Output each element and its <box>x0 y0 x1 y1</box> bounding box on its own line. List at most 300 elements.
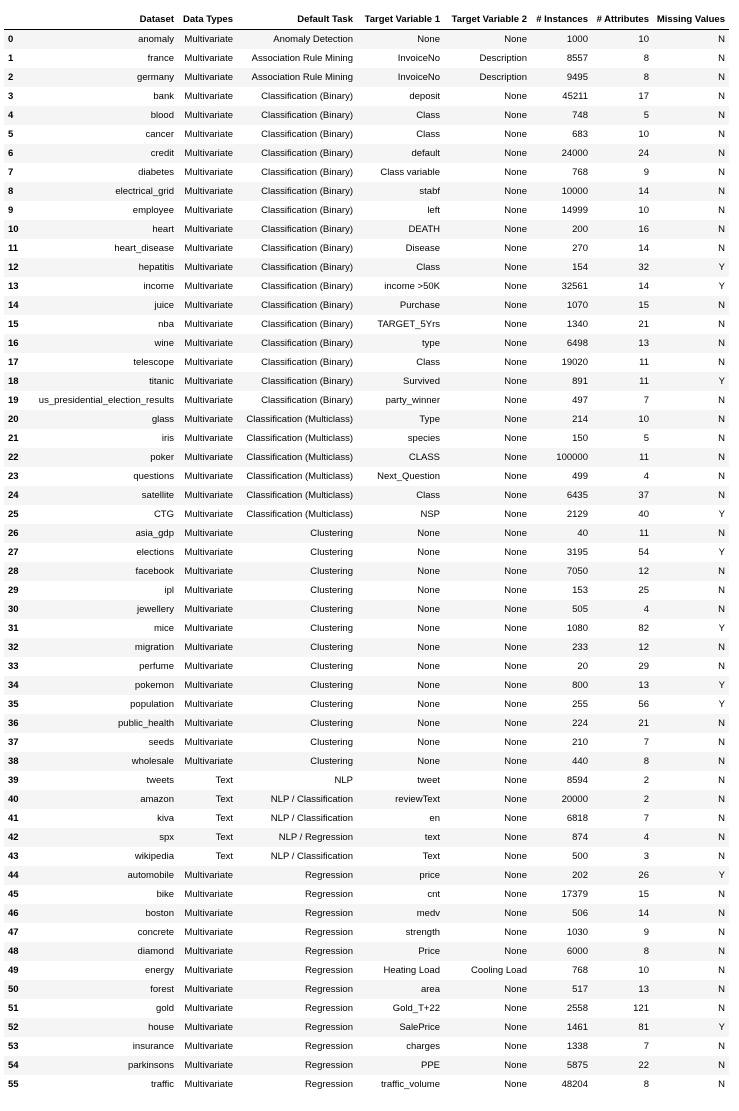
dataset-cell: wholesale <box>131 755 174 767</box>
dataset-cell: nba <box>158 318 174 330</box>
missing-values-cell: N <box>718 812 725 824</box>
column-header-instances: # Instances <box>531 10 592 30</box>
data-type-cell: Multivariate <box>184 489 233 501</box>
missing-values-cell: N <box>718 641 725 653</box>
instances-cell: 3195 <box>566 546 588 558</box>
attributes-cell: 11 <box>639 356 649 368</box>
target-variable-1-cell: party_winner <box>385 394 440 406</box>
target-variable-1-cell: Purchase <box>399 299 440 311</box>
target-variable-2-cell: None <box>504 869 527 881</box>
table-row <box>4 790 729 809</box>
missing-values-cell: N <box>718 603 725 615</box>
data-type-cell: Multivariate <box>184 717 233 729</box>
instances-cell: 45211 <box>562 90 588 102</box>
dataset-cell: anomaly <box>138 33 174 45</box>
attributes-cell: 4 <box>643 831 649 843</box>
default-task-cell: Clustering <box>310 698 353 710</box>
missing-values-cell: N <box>718 90 725 102</box>
column-header-default-task: Default Task <box>237 10 357 30</box>
target-variable-1-cell: species <box>407 432 440 444</box>
attributes-cell: 8 <box>643 945 649 957</box>
missing-values-cell: N <box>718 147 725 159</box>
instances-cell: 17379 <box>561 888 588 900</box>
table-row <box>4 999 729 1018</box>
attributes-cell: 11 <box>639 527 649 539</box>
target-variable-1-cell: None <box>417 603 440 615</box>
table-row <box>4 429 729 448</box>
target-variable-1-cell: None <box>417 565 440 577</box>
missing-values-cell: Y <box>718 698 725 710</box>
default-task-cell: Regression <box>304 1059 353 1071</box>
target-variable-1-cell: Class <box>416 356 440 368</box>
table-row <box>4 505 729 524</box>
target-variable-1-cell: None <box>417 736 440 748</box>
target-variable-1-cell: tweet <box>417 774 440 786</box>
row-index: 12 <box>8 261 19 273</box>
missing-values-cell: N <box>718 242 725 254</box>
missing-values-cell: N <box>718 337 725 349</box>
default-task-cell: Classification (Binary) <box>261 375 353 387</box>
column-header-data-types: Data Types <box>178 10 237 30</box>
row-index: 29 <box>8 584 19 596</box>
attributes-cell: 3 <box>643 850 649 862</box>
default-task-cell: Regression <box>304 1078 353 1090</box>
table-row <box>4 258 729 277</box>
target-variable-1-cell: Class <box>416 489 440 501</box>
dataset-cell: perfume <box>139 660 174 672</box>
dataset-cell: elections <box>136 546 174 558</box>
data-type-cell: Multivariate <box>184 128 233 140</box>
target-variable-2-cell: None <box>504 793 527 805</box>
attributes-cell: 29 <box>638 660 649 672</box>
data-type-cell: Multivariate <box>184 413 233 425</box>
row-index: 11 <box>8 242 19 254</box>
attributes-cell: 13 <box>638 983 649 995</box>
attributes-cell: 5 <box>643 432 649 444</box>
dataset-cell: glass <box>151 413 174 425</box>
target-variable-1-cell: None <box>417 584 440 596</box>
missing-values-cell: N <box>718 1078 725 1090</box>
table-row <box>4 353 729 372</box>
row-index: 39 <box>8 774 19 786</box>
table-row <box>4 752 729 771</box>
target-variable-2-cell: None <box>504 926 527 938</box>
data-type-cell: Multivariate <box>184 565 233 577</box>
dataset-cell: amazon <box>140 793 174 805</box>
default-task-cell: Regression <box>304 1021 353 1033</box>
dataset-cell: energy <box>144 964 174 976</box>
table-row <box>4 163 729 182</box>
target-variable-1-cell: strength <box>405 926 440 938</box>
target-variable-2-cell: Cooling Load <box>471 964 527 976</box>
target-variable-2-cell: None <box>504 109 527 121</box>
target-variable-2-cell: None <box>504 888 527 900</box>
table-row <box>4 1056 729 1075</box>
table-row <box>4 277 729 296</box>
attributes-cell: 9 <box>643 926 649 938</box>
target-variable-2-cell: None <box>504 850 527 862</box>
table-row <box>4 562 729 581</box>
attributes-cell: 5 <box>643 109 649 121</box>
dataset-cell: concrete <box>137 926 174 938</box>
default-task-cell: Regression <box>304 888 353 900</box>
table-row <box>4 448 729 467</box>
target-variable-1-cell: InvoiceNo <box>397 52 440 64</box>
data-type-cell: Multivariate <box>184 603 233 615</box>
default-task-cell: Clustering <box>310 546 353 558</box>
data-type-cell: Multivariate <box>184 394 233 406</box>
dataset-cell: bank <box>153 90 174 102</box>
instances-cell: 20000 <box>561 793 588 805</box>
data-type-cell: Multivariate <box>184 945 233 957</box>
data-type-cell: Multivariate <box>184 185 233 197</box>
data-type-cell: Multivariate <box>184 147 233 159</box>
target-variable-1-cell: Price <box>418 945 440 957</box>
attributes-cell: 10 <box>638 33 649 45</box>
data-type-cell: Multivariate <box>184 508 233 520</box>
column-header-index <box>4 10 32 30</box>
attributes-cell: 12 <box>638 641 649 653</box>
row-index: 54 <box>8 1059 19 1071</box>
default-task-cell: Regression <box>304 945 353 957</box>
default-task-cell: Clustering <box>310 679 353 691</box>
default-task-cell: Clustering <box>310 622 353 634</box>
target-variable-1-cell: medv <box>416 907 440 919</box>
data-type-cell: Multivariate <box>184 1078 233 1090</box>
default-task-cell: Classification (Binary) <box>261 90 353 102</box>
default-task-cell: Classification (Binary) <box>261 280 353 292</box>
attributes-cell: 82 <box>638 622 649 634</box>
dataset-cell: france <box>147 52 174 64</box>
dataset-cell: credit <box>150 147 174 159</box>
dataset-cell: house <box>148 1021 174 1033</box>
data-type-cell: Multivariate <box>184 698 233 710</box>
instances-cell: 6818 <box>566 812 588 824</box>
row-index: 6 <box>8 147 14 159</box>
data-type-cell: Multivariate <box>184 888 233 900</box>
row-index: 10 <box>8 223 19 235</box>
row-index: 44 <box>8 869 19 881</box>
default-task-cell: NLP / Classification <box>270 850 353 862</box>
target-variable-2-cell: None <box>504 774 527 786</box>
instances-cell: 500 <box>572 850 588 862</box>
header-row <box>4 10 729 30</box>
default-task-cell: Regression <box>304 964 353 976</box>
table-row <box>4 467 729 486</box>
target-variable-1-cell: reviewText <box>395 793 440 805</box>
row-index: 26 <box>8 527 19 539</box>
target-variable-1-cell: Text <box>422 850 440 862</box>
missing-values-cell: Y <box>718 508 725 520</box>
missing-values-cell: N <box>718 945 725 957</box>
instances-cell: 683 <box>572 128 588 140</box>
table-row <box>4 372 729 391</box>
dataset-cell: tweets <box>146 774 174 786</box>
table-row <box>4 733 729 752</box>
table-row <box>4 638 729 657</box>
data-type-cell: Multivariate <box>184 242 233 254</box>
instances-cell: 255 <box>572 698 588 710</box>
table-row <box>4 410 729 429</box>
target-variable-1-cell: cnt <box>427 888 440 900</box>
table-row <box>4 1037 729 1056</box>
default-task-cell: Regression <box>304 926 353 938</box>
data-type-cell: Text <box>215 850 233 862</box>
row-index: 42 <box>8 831 19 843</box>
attributes-cell: 24 <box>638 147 649 159</box>
attributes-cell: 8 <box>643 52 649 64</box>
instances-cell: 8594 <box>566 774 588 786</box>
row-index: 21 <box>8 432 19 444</box>
target-variable-1-cell: PPE <box>420 1059 440 1071</box>
target-variable-2-cell: None <box>504 166 527 178</box>
target-variable-2-cell: None <box>504 907 527 919</box>
data-type-cell: Multivariate <box>184 223 233 235</box>
default-task-cell: Classification (Binary) <box>261 318 353 330</box>
target-variable-1-cell: None <box>417 641 440 653</box>
data-type-cell: Multivariate <box>184 33 233 45</box>
instances-cell: 440 <box>572 755 588 767</box>
default-task-cell: Clustering <box>310 527 353 539</box>
attributes-cell: 7 <box>643 736 649 748</box>
instances-cell: 154 <box>572 261 588 273</box>
row-index: 31 <box>8 622 19 634</box>
attributes-cell: 7 <box>643 1040 649 1052</box>
target-variable-1-cell: TARGET_5Yrs <box>377 318 440 330</box>
data-type-cell: Multivariate <box>184 90 233 102</box>
row-index: 46 <box>8 907 19 919</box>
target-variable-2-cell: None <box>504 394 527 406</box>
missing-values-cell: N <box>718 1059 725 1071</box>
attributes-cell: 12 <box>638 565 649 577</box>
table-row <box>4 980 729 999</box>
target-variable-1-cell: traffic_volume <box>381 1078 440 1090</box>
default-task-cell: Classification (Binary) <box>261 394 353 406</box>
dataset-cell: spx <box>159 831 174 843</box>
target-variable-2-cell: None <box>504 128 527 140</box>
attributes-cell: 11 <box>639 451 649 463</box>
target-variable-1-cell: type <box>422 337 440 349</box>
attributes-cell: 10 <box>638 128 649 140</box>
attributes-cell: 21 <box>638 318 649 330</box>
dataset-cell: poker <box>150 451 174 463</box>
missing-values-cell: N <box>718 565 725 577</box>
missing-values-cell: N <box>718 71 725 83</box>
attributes-cell: 7 <box>643 394 649 406</box>
target-variable-2-cell: None <box>504 717 527 729</box>
row-index: 20 <box>8 413 19 425</box>
table-row <box>4 524 729 543</box>
dataset-cell: iris <box>161 432 174 444</box>
missing-values-cell: N <box>718 299 725 311</box>
target-variable-2-cell: None <box>504 33 527 45</box>
default-task-cell: Association Rule Mining <box>251 71 353 83</box>
target-variable-1-cell: Gold_T+22 <box>392 1002 440 1014</box>
missing-values-cell: Y <box>718 679 725 691</box>
instances-cell: 499 <box>572 470 588 482</box>
missing-values-cell: N <box>718 717 725 729</box>
target-variable-1-cell: InvoiceNo <box>397 71 440 83</box>
row-index: 28 <box>8 565 19 577</box>
default-task-cell: Classification (Binary) <box>261 261 353 273</box>
table-row <box>4 866 729 885</box>
instances-cell: 8557 <box>566 52 588 64</box>
instances-cell: 14999 <box>561 204 588 216</box>
table-row <box>4 220 729 239</box>
target-variable-2-cell: None <box>504 147 527 159</box>
attributes-cell: 10 <box>638 964 649 976</box>
missing-values-cell: N <box>718 584 725 596</box>
instances-cell: 800 <box>572 679 588 691</box>
default-task-cell: Classification (Binary) <box>261 299 353 311</box>
table-row <box>4 942 729 961</box>
attributes-cell: 4 <box>643 470 649 482</box>
dataset-cell: traffic <box>150 1078 174 1090</box>
instances-cell: 1030 <box>566 926 588 938</box>
attributes-cell: 7 <box>643 812 649 824</box>
attributes-cell: 8 <box>643 1078 649 1090</box>
missing-values-cell: N <box>718 755 725 767</box>
data-type-cell: Multivariate <box>184 204 233 216</box>
row-index: 53 <box>8 1040 19 1052</box>
default-task-cell: Clustering <box>310 736 353 748</box>
row-index: 40 <box>8 793 19 805</box>
row-index: 43 <box>8 850 19 862</box>
dataset-cell: electrical_grid <box>115 185 174 197</box>
missing-values-cell: N <box>718 166 725 178</box>
instances-cell: 7050 <box>566 565 588 577</box>
table-row <box>4 771 729 790</box>
target-variable-2-cell: None <box>504 565 527 577</box>
target-variable-2-cell: None <box>504 90 527 102</box>
attributes-cell: 10 <box>638 413 649 425</box>
dataset-cell: parkinsons <box>128 1059 174 1071</box>
target-variable-2-cell: None <box>504 356 527 368</box>
target-variable-2-cell: None <box>504 679 527 691</box>
row-index: 30 <box>8 603 19 615</box>
dataset-cell: heart <box>152 223 174 235</box>
table-row <box>4 657 729 676</box>
missing-values-cell: N <box>718 793 725 805</box>
default-task-cell: Clustering <box>310 717 353 729</box>
dataset-cell: questions <box>133 470 174 482</box>
instances-cell: 20 <box>577 660 588 672</box>
target-variable-2-cell: None <box>504 1078 527 1090</box>
target-variable-1-cell: left <box>427 204 440 216</box>
row-index: 19 <box>8 394 19 406</box>
dataset-cell: kiva <box>157 812 174 824</box>
missing-values-cell: N <box>718 451 725 463</box>
row-index: 55 <box>8 1078 19 1090</box>
table-row <box>4 144 729 163</box>
target-variable-1-cell: Class variable <box>380 166 440 178</box>
data-type-cell: Multivariate <box>184 1002 233 1014</box>
default-task-cell: Regression <box>304 983 353 995</box>
dataset-cell: jewellery <box>137 603 174 615</box>
row-index: 18 <box>8 375 19 387</box>
attributes-cell: 8 <box>643 755 649 767</box>
row-index: 25 <box>8 508 19 520</box>
row-index: 7 <box>8 166 14 178</box>
table-row <box>4 714 729 733</box>
missing-values-cell: N <box>718 888 725 900</box>
row-index: 5 <box>8 128 14 140</box>
target-variable-1-cell: Class <box>416 109 440 121</box>
data-type-cell: Multivariate <box>184 755 233 767</box>
target-variable-2-cell: None <box>504 736 527 748</box>
column-header-target-variable-1: Target Variable 1 <box>357 10 444 30</box>
default-task-cell: Classification (Binary) <box>261 109 353 121</box>
instances-cell: 891 <box>572 375 588 387</box>
target-variable-1-cell: area <box>420 983 440 995</box>
data-type-cell: Multivariate <box>184 679 233 691</box>
target-variable-1-cell: en <box>429 812 440 824</box>
instances-cell: 517 <box>572 983 588 995</box>
table-row <box>4 239 729 258</box>
default-task-cell: Regression <box>304 869 353 881</box>
data-type-cell: Multivariate <box>184 1040 233 1052</box>
instances-cell: 200 <box>572 223 588 235</box>
attributes-cell: 40 <box>638 508 649 520</box>
missing-values-cell: N <box>718 489 725 501</box>
row-index: 4 <box>8 109 14 121</box>
target-variable-2-cell: None <box>504 508 527 520</box>
data-type-cell: Multivariate <box>184 261 233 273</box>
dataset-cell: satellite <box>141 489 174 501</box>
dataset-cell: us_presidential_election_results <box>38 394 174 406</box>
missing-values-cell: Y <box>718 622 725 634</box>
dataset-cell: bike <box>156 888 174 900</box>
instances-cell: 48204 <box>561 1078 588 1090</box>
dataset-cell: population <box>130 698 174 710</box>
target-variable-1-cell: Type <box>419 413 440 425</box>
target-variable-2-cell: Description <box>479 52 527 64</box>
row-index: 52 <box>8 1021 19 1033</box>
target-variable-1-cell: Next_Question <box>377 470 440 482</box>
row-index: 2 <box>8 71 14 83</box>
instances-cell: 270 <box>572 242 588 254</box>
table-row <box>4 30 729 49</box>
target-variable-2-cell: None <box>504 641 527 653</box>
table-row <box>4 809 729 828</box>
table-row <box>4 486 729 505</box>
default-task-cell: Clustering <box>310 641 353 653</box>
row-index: 3 <box>8 90 14 102</box>
attributes-cell: 2 <box>643 774 649 786</box>
instances-cell: 506 <box>572 907 588 919</box>
missing-values-cell: N <box>718 223 725 235</box>
row-index: 9 <box>8 204 14 216</box>
target-variable-2-cell: None <box>504 945 527 957</box>
data-type-cell: Multivariate <box>184 451 233 463</box>
table-body <box>4 30 729 1094</box>
target-variable-2-cell: None <box>504 1021 527 1033</box>
missing-values-cell: Y <box>718 1021 725 1033</box>
table-row <box>4 87 729 106</box>
attributes-cell: 8 <box>643 71 649 83</box>
default-task-cell: Regression <box>304 1040 353 1052</box>
row-index: 47 <box>8 926 19 938</box>
missing-values-cell: N <box>718 413 725 425</box>
table-row <box>4 106 729 125</box>
target-variable-2-cell: None <box>504 1002 527 1014</box>
row-index: 33 <box>8 660 19 672</box>
dataset-cell: heart_disease <box>114 242 174 254</box>
default-task-cell: Classification (Multiclass) <box>246 413 353 425</box>
dataset-cell: seeds <box>148 736 174 748</box>
row-index: 35 <box>8 698 19 710</box>
target-variable-2-cell: None <box>504 185 527 197</box>
